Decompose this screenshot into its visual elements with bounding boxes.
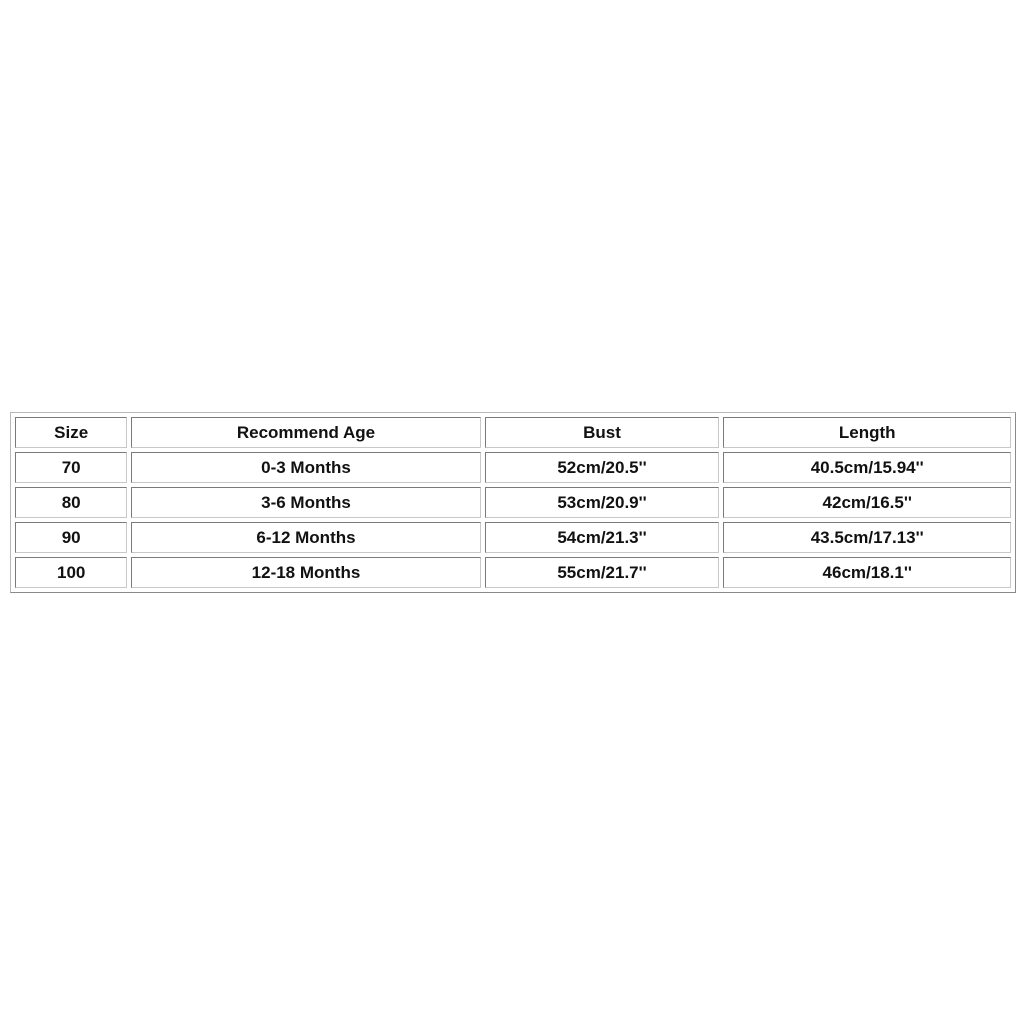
table-header-row xyxy=(15,417,1011,448)
cell-bust: 55cm/21.7'' xyxy=(485,557,720,588)
cell-length: 46cm/18.1'' xyxy=(723,557,1011,588)
header-size: Size xyxy=(15,417,127,448)
cell-recommend-age: 0-3 Months xyxy=(131,452,480,483)
cell-length: 42cm/16.5'' xyxy=(723,487,1011,518)
cell-size: 100 xyxy=(15,557,127,588)
cell-size: 70 xyxy=(15,452,127,483)
cell-length: 40.5cm/15.94'' xyxy=(723,452,1011,483)
table-row xyxy=(15,522,1011,553)
table-row xyxy=(15,452,1011,483)
cell-bust: 54cm/21.3'' xyxy=(485,522,720,553)
cell-recommend-age: 3-6 Months xyxy=(131,487,480,518)
size-chart-table xyxy=(10,412,1016,593)
cell-bust: 52cm/20.5'' xyxy=(485,452,720,483)
table-row xyxy=(15,487,1011,518)
cell-recommend-age: 12-18 Months xyxy=(131,557,480,588)
header-bust: Bust xyxy=(485,417,720,448)
header-recommend-age: Recommend Age xyxy=(131,417,480,448)
cell-length: 43.5cm/17.13'' xyxy=(723,522,1011,553)
cell-recommend-age: 6-12 Months xyxy=(131,522,480,553)
header-length: Length xyxy=(723,417,1011,448)
cell-size: 90 xyxy=(15,522,127,553)
cell-size: 80 xyxy=(15,487,127,518)
cell-bust: 53cm/20.9'' xyxy=(485,487,720,518)
table-row xyxy=(15,557,1011,588)
